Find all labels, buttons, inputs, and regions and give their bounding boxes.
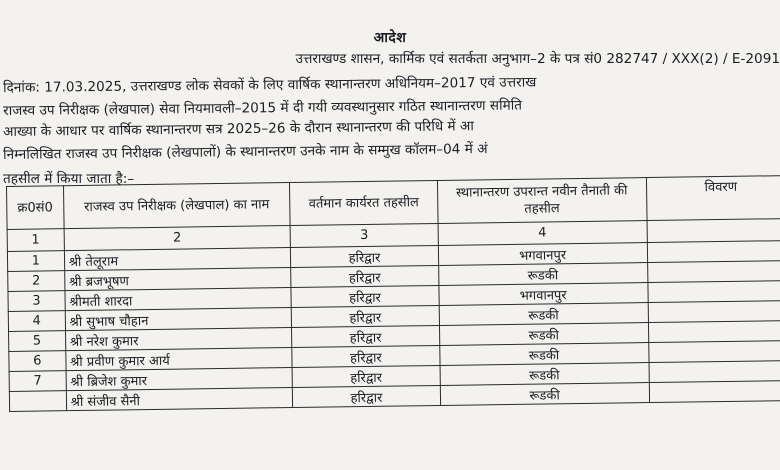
header-new-tehsil: स्थानान्तरण उपरान्त नवीन तैनाती की तहसील <box>437 178 646 224</box>
cell-name: श्री सुभाष चौहान <box>65 308 292 331</box>
order-line-4: आख्या के आधार पर वार्षिक स्थानान्तरण सत्र 2025–26 के दौरान स्थानान्तरण की परिधि में आ <box>3 118 474 140</box>
cell-new-tehsil: रूडकी <box>440 363 649 386</box>
column-number: 1 <box>7 229 64 252</box>
document-title: आदेश <box>373 30 407 46</box>
cell-sno: 5 <box>9 331 66 352</box>
column-number: 2 <box>64 226 291 251</box>
cell-new-tehsil: रूडकी <box>438 263 647 286</box>
cell-new-tehsil: रूडकी <box>440 383 649 406</box>
order-line-3: राजस्व उप निरीक्षक (लेखपाल) सेवा नियमावली–2015 में दी गयी व्यवस्थानुसार गठित स्थानान्तरण समिति <box>3 97 523 119</box>
cell-remarks <box>648 300 780 322</box>
cell-remarks <box>647 260 780 282</box>
transfer-table <box>6 175 780 412</box>
cell-current-tehsil: हरिद्वार <box>292 325 440 347</box>
cell-sno: 7 <box>9 371 66 392</box>
order-line-2: दिनांक: 17.03.2025, उत्तराखण्ड लोक सेवकों के लिए वार्षिक स्थानान्तरण अधिनियम–2017 एवं उत्तराख <box>3 74 537 96</box>
cell-current-tehsil: हरिद्वार <box>292 345 440 367</box>
cell-current-tehsil: हरिद्वार <box>291 285 439 307</box>
cell-current-tehsil: हरिद्वार <box>292 365 440 387</box>
header-name: राजस्व उप निरीक्षक (लेखपाल) का नाम <box>63 183 290 229</box>
order-line-1: उत्तराखण्ड शासन, कार्मिक एवं सतर्कता अनुभाग–2 के पत्र सं0 282747 / XXX(2) / E-2091 <box>295 51 780 67</box>
order-line-5: निम्नलिखित राजस्व उप निरीक्षक (लेखपालों) के स्थानान्तरण उनके नाम के सम्मुख कॉलम–04 में अं <box>3 141 488 163</box>
cell-name: श्री प्रवीण कुमार आर्य <box>66 348 293 371</box>
cell-sno: 4 <box>8 311 65 332</box>
cell-remarks <box>647 240 780 262</box>
cell-new-tehsil: भगवानपुर <box>438 243 647 266</box>
cell-remarks <box>649 360 780 382</box>
header-current-tehsil: वर्तमान कार्यरत तहसील <box>290 180 438 225</box>
cell-remarks <box>648 320 780 342</box>
cell-new-tehsil: रूडकी <box>439 303 648 326</box>
cell-name: श्री ब्रजभूषण <box>64 268 291 291</box>
cell-new-tehsil: रूडकी <box>439 323 648 346</box>
cell-name: श्रीमती शारदा <box>65 288 292 311</box>
cell-current-tehsil: हरिद्वार <box>291 245 439 267</box>
cell-sno: 6 <box>9 351 66 372</box>
cell-new-tehsil: भगवानपुर <box>439 283 648 306</box>
column-number: 3 <box>290 223 438 247</box>
cell-sno: 1 <box>7 251 64 272</box>
cell-remarks <box>648 340 780 362</box>
cell-new-tehsil: रूडकी <box>439 343 648 366</box>
cell-remarks <box>647 280 780 302</box>
cell-current-tehsil: हरिद्वार <box>293 385 441 407</box>
header-sno: क्र0सं0 <box>7 186 64 230</box>
cell-name: श्री नरेश कुमार <box>65 328 292 351</box>
cell-name: श्री ब्रिजेश कुमार <box>66 368 293 391</box>
order-line-6: तहसील में किया जाता है:– <box>3 171 135 187</box>
cell-current-tehsil: हरिद्वार <box>291 265 439 287</box>
cell-name: श्री संजीव सैनी <box>66 388 293 411</box>
column-number <box>647 218 780 242</box>
cell-sno: 3 <box>8 291 65 312</box>
cell-sno <box>9 391 66 412</box>
cell-current-tehsil: हरिद्वार <box>291 305 439 327</box>
cell-remarks <box>649 380 780 402</box>
cell-sno: 2 <box>8 271 65 292</box>
cell-name: श्री तेलूराम <box>64 248 291 271</box>
header-remarks: विवरण <box>646 175 780 220</box>
column-number: 4 <box>438 221 647 246</box>
